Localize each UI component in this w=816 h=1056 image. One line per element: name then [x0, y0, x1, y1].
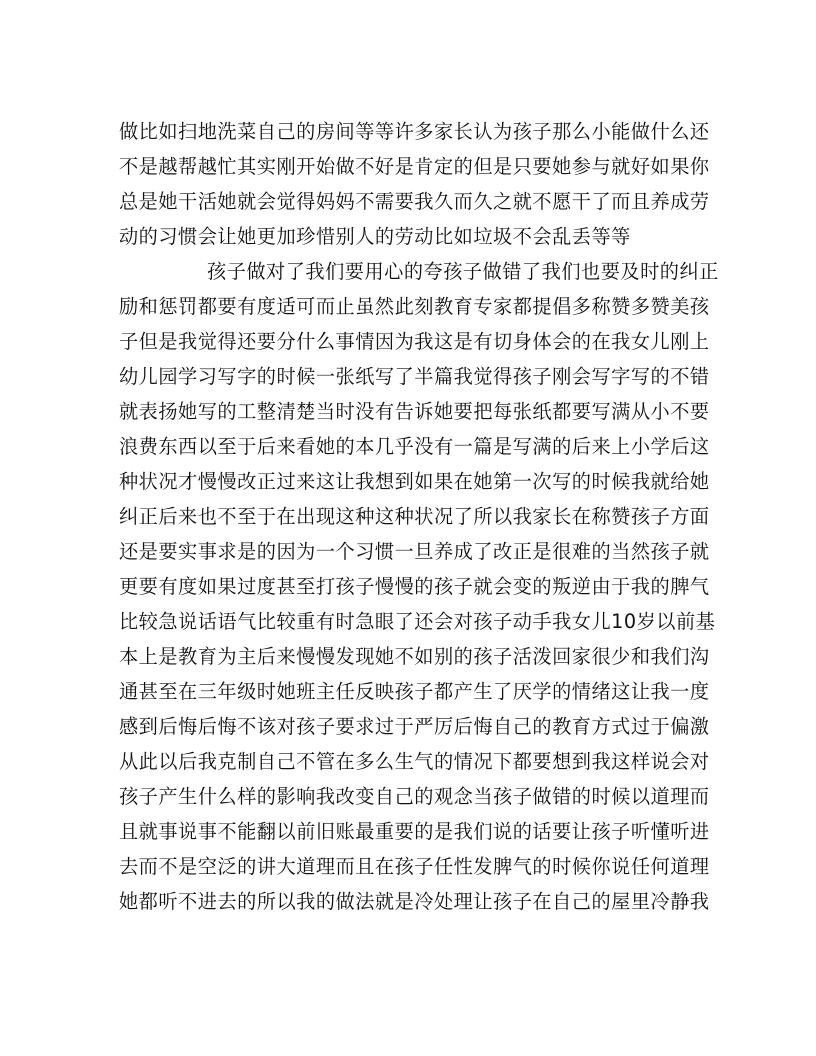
text-line: 总是她干活她就会觉得妈妈不需要我久而久之就不愿干了而且养成劳	[119, 190, 710, 213]
text-line: 种状况才慢慢改正过来这让我想到如果在她第一次写的时候我就给她	[119, 470, 710, 493]
text-line: 动的习惯会让她更加珍惜别人的劳动比如垃圾不会乱丢等等	[119, 225, 631, 248]
text-line: 还是要实事求是的因为一个习惯一旦养成了改正是很难的当然孩子就	[119, 540, 710, 563]
text-line: 从此以后我克制自己不管在多么生气的情况下都要想到我这样说会对	[119, 750, 710, 773]
text-line: 幼儿园学习写字的时候一张纸写了半篇我觉得孩子刚会写字写的不错	[119, 365, 710, 388]
text-line: 去而不是空泛的讲大道理而且在孩子任性发脾气的时候你说任何道理	[119, 855, 710, 878]
text-line: 就表扬她写的工整清楚当时没有告诉她要把每张纸都要写满从小不要	[119, 400, 710, 423]
text-line: 纠正后来也不至于在出现这种这种状况了所以我家长在称赞孩子方面	[119, 505, 710, 528]
text-line: 孩子做对了我们要用心的夸孩子做错了我们也要及时的纠正	[207, 260, 719, 283]
text-line: 她都听不进去的所以我的做法就是冷处理让孩子在自己的屋里冷静我	[119, 890, 710, 913]
text-line: 更要有度如果过度甚至打孩子慢慢的孩子就会变的叛逆由于我的脾气	[119, 575, 710, 598]
text-line: 励和惩罚都要有度适可而止虽然此刻教育专家都提倡多称赞多赞美孩	[119, 295, 710, 318]
text-line: 孩子产生什么样的影响我改变自己的观念当孩子做错的时候以道理而	[119, 785, 710, 808]
text-line: 不是越帮越忙其实刚开始做不好是肯定的但是只要她参与就好如果你	[119, 155, 710, 178]
text-line: 比较急说话语气比较重有时急眼了还会对孩子动手我女儿10岁以前基	[119, 610, 716, 633]
text-line: 感到后悔后悔不该对孩子要求过于严厉后悔自己的教育方式过于偏激	[119, 715, 710, 738]
text-line: 子但是我觉得还要分什么事情因为我这是有切身体会的在我女儿刚上	[119, 330, 710, 353]
text-line: 浪费东西以至于后来看她的本几乎没有一篇是写满的后来上小学后这	[119, 435, 710, 458]
text-line: 本上是教育为主后来慢慢发现她不如别的孩子活泼回家很少和我们沟	[119, 645, 710, 668]
paragraph-1	[119, 114, 710, 254]
paragraph-2	[119, 254, 719, 919]
text-line: 且就事说事不能翻以前旧账最重要的是我们说的话要让孩子听懂听进	[119, 820, 710, 843]
body-text	[119, 114, 719, 919]
text-line: 做比如扫地洗菜自己的房间等等许多家长认为孩子那么小能做什么还	[119, 120, 710, 143]
text-line: 通甚至在三年级时她班主任反映孩子都产生了厌学的情绪这让我一度	[119, 680, 710, 703]
